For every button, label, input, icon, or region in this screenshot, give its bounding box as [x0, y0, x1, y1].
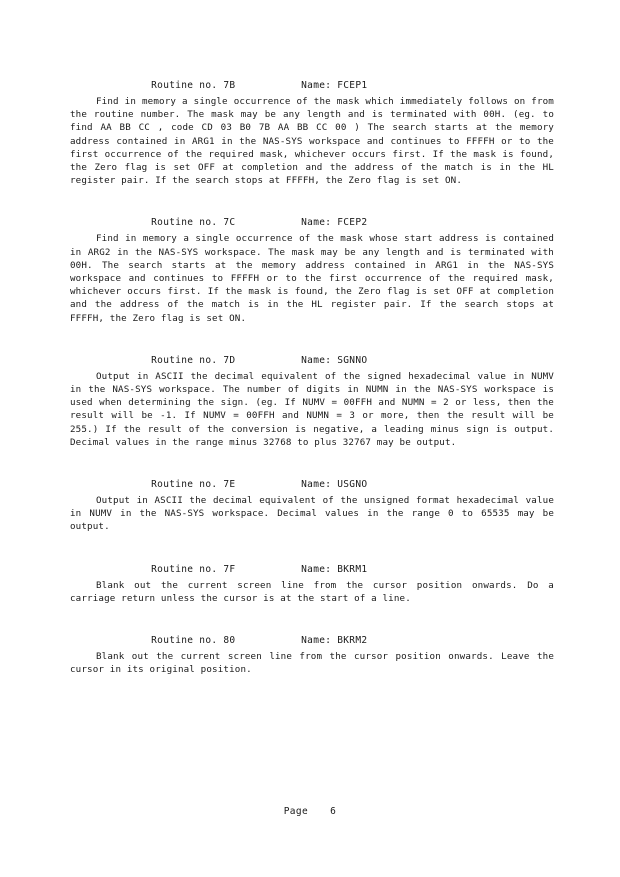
- routine-name: Name: FCEP2: [301, 217, 368, 229]
- routine-name: Name: USGNO: [301, 479, 368, 491]
- routine-description: Find in memory a single occurrence of the mask which immediately follows on from the routine number. The mask may be any length and is terminated with 00H. (eg. to find AA BB CC , code CD 03 B0 7B AA BB CC 00 ) The search starts at the memory address contained in ARG1 in the NAS-SYS workspace and continues to FFFFH or to the first occurrence of the required mask, whichever occurs first. If the mask is found, the Zero flag is set OFF at completion and the address of the match is in the HL register pair. If the search stops at FFFFH, the Zero flag is set ON.: [70, 96, 554, 187]
- routine-entry-80: [70, 621, 554, 676]
- routine-header: [70, 341, 554, 366]
- routine-entry-7d: [70, 341, 554, 449]
- routine-description: Blank out the current screen line from the cursor position onwards. Leave the cursor in its original position.: [70, 651, 554, 676]
- routine-number: Routine no. 7C: [151, 217, 236, 229]
- page-footer: [0, 806, 620, 817]
- routine-header: [70, 203, 554, 229]
- routine-description: Blank out the current screen line from the cursor position onwards. Do a carriage return unless the cursor is at the start of a line.: [70, 579, 554, 604]
- routine-name: Name: BKRM2: [301, 635, 368, 647]
- routine-description: Output in ASCII the decimal equivalent of the unsigned format hexadecimal value in NUMV in the NAS-SYS workspace. Decimal values in the range 0 to 65535 may be output.: [70, 495, 554, 533]
- routine-number: Routine no. 7B: [151, 80, 236, 91]
- routine-entry-7f: [70, 550, 554, 605]
- routine-number: Routine no. 7E: [151, 479, 236, 491]
- routine-entry-7c: [70, 203, 554, 324]
- routine-header: [70, 465, 554, 491]
- routine-description: Find in memory a single occurrence of the mask whose start address is contained in ARG2 in the NAS-SYS workspace. The mask may be any length and is terminated with 00H. The search starts at the memory address contained in ARG1 in the NAS-SYS workspace and continues to FFFFH or to the first occurrence of the required mask, whichever occurs first. If the mask is found, the Zero flag is set OFF at completion and the address of the match is in the HL register pair. If the search stops at FFFFH, the Zero flag is set ON.: [70, 233, 554, 324]
- routine-number: Routine no. 80: [151, 635, 236, 647]
- routine-header: [70, 66, 554, 91]
- routine-entry-7e: [70, 465, 554, 534]
- routine-header: [70, 550, 554, 575]
- page-number: 6: [330, 806, 337, 817]
- routine-name: Name: FCEP1: [301, 80, 368, 91]
- routine-name: Name: BKRM1: [301, 563, 368, 575]
- page-label: Page: [283, 806, 309, 817]
- routine-number: Routine no. 7D: [151, 354, 236, 366]
- routine-header: [70, 621, 554, 647]
- routine-description: Output in ASCII the decimal equivalent of the signed hexadecimal value in NUMV in the NAS-SYS workspace. The number of digits in NUMN in the NAS-SYS workspace is used when determining the sign. (eg. If NUMV = 00FFH and NUMN = 2 or less, then the result will be -1. If NUMV = 00FFH and NUMN = 3 or more, then the result will be 255.) If the result of the conversion is negative, a leading minus sign is output. Decimal values in the range minus 32768 to plus 32767 may be output.: [70, 370, 554, 448]
- routine-number: Routine no. 7F: [151, 563, 236, 575]
- routines-list: [70, 66, 554, 692]
- routine-name: Name: SGNNO: [301, 354, 368, 366]
- routine-entry-7b: [70, 66, 554, 187]
